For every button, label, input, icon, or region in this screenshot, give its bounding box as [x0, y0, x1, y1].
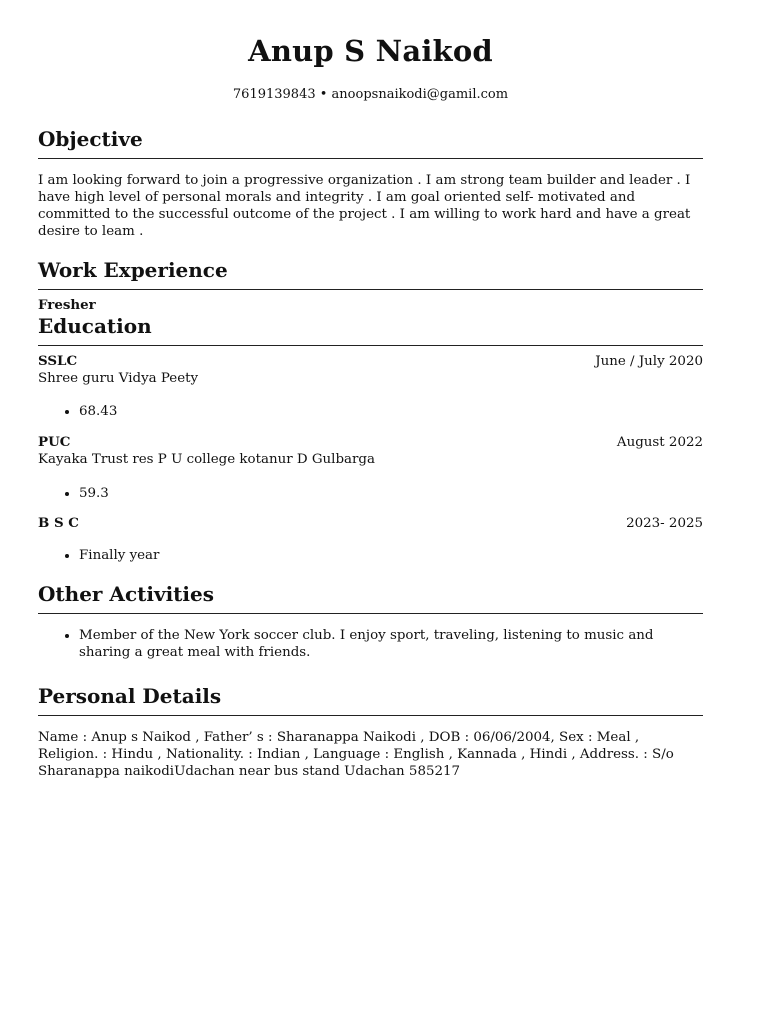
work-experience-heading: Work Experience [38, 258, 228, 282]
education-entry-details [38, 403, 703, 420]
objective-text: I am looking forward to join a progressive organization . I am strong team builder and leader . I have high level of personal morals and integrity . I am goal oriented self- motivated and committed to the successful outcome of the project . I am willing to work hard and have a great desire to leam . [38, 173, 691, 239]
work-experience-divider [38, 289, 703, 290]
education-entry-date: 2023- 2025 [626, 516, 703, 531]
education-entry-details [38, 547, 703, 564]
education-section [38, 313, 703, 564]
education-heading: Education [38, 314, 152, 338]
education-entry-date: June / July 2020 [595, 354, 703, 369]
candidate-name: Anup S Naikod [248, 34, 493, 68]
work-status-text: Fresher [38, 297, 96, 313]
education-entry-header [38, 515, 703, 532]
other-activities-heading: Other Activities [38, 582, 214, 606]
other-activities-section [38, 581, 703, 661]
contact-line: 7619139843 • anoopsnaikodi@gamil.com [232, 87, 509, 102]
personal-details-divider [38, 715, 703, 716]
education-entry-institution: Kayaka Trust res P U college kotanur D Gulbarga [38, 452, 375, 467]
list-item: • 59.3 [79, 485, 703, 502]
education-entry-date: August 2022 [616, 435, 703, 450]
education-entry-title: PUC [38, 434, 71, 450]
education-entry-title: B S C [38, 515, 79, 531]
work-status [38, 297, 703, 314]
list-item: • 68.43 [79, 403, 703, 420]
objective-divider [38, 158, 703, 159]
other-activities-list [38, 627, 703, 661]
education-entry-header [38, 434, 703, 451]
personal-details-section [38, 683, 703, 780]
list-item: • Member of the New York soccer club. I enjoy sport, traveling, listening to music and sharing a great meal with friends. [79, 627, 703, 661]
education-entry-puc [38, 434, 703, 502]
other-activities-divider [38, 613, 703, 614]
education-divider [38, 345, 703, 346]
education-entry-institution: Shree guru Vidya Peety [38, 371, 199, 386]
education-entry-bsc [38, 515, 703, 564]
personal-details-heading: Personal Details [38, 684, 222, 708]
work-experience-section [38, 257, 703, 314]
education-entry-title: SSLC [38, 353, 78, 369]
objective-heading: Objective [38, 127, 143, 151]
education-entry-sslc [38, 353, 703, 420]
education-entry-details [38, 485, 703, 502]
education-entry-header [38, 353, 703, 370]
personal-details-text: Name : Anup s Naikod , Father’ s : Sharanappa Naikodi , DOB : 06/06/2004, Sex : Meal , Religion. : Hindu , Nationality. : Indian , Language : English , Kannada , Hindi , Address. : S/o Sharanappa naikodiUdachan near bus stand Udachan 585217 [38, 730, 674, 779]
objective-section [38, 126, 703, 240]
list-item: • Finally year [79, 547, 703, 564]
